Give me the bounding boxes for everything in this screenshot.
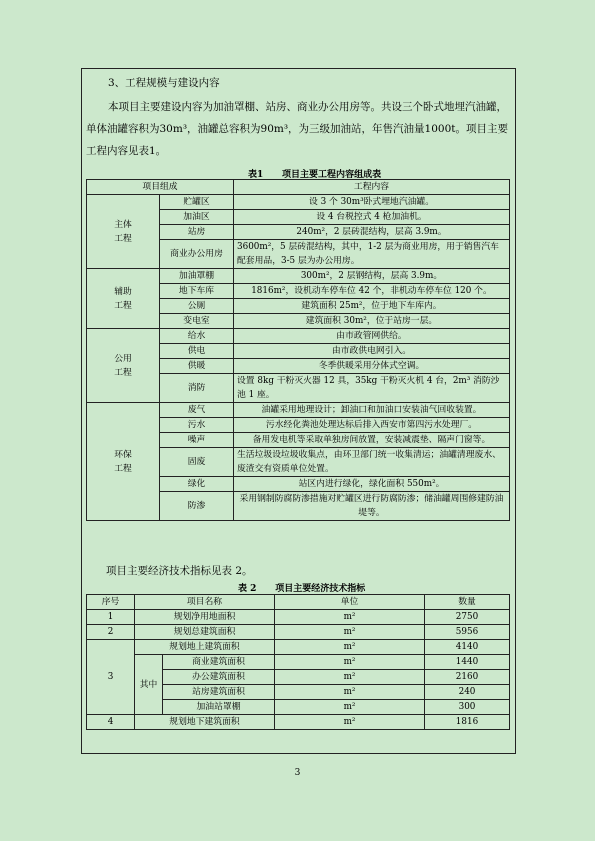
table2-unit: m²	[275, 715, 425, 730]
table1-group-label: 环保 工程	[87, 403, 160, 521]
table2-no: 1	[87, 610, 135, 625]
table2-qty: 1440	[425, 655, 510, 670]
table1-item: 给水	[160, 329, 234, 344]
table2-row	[87, 610, 510, 625]
table1-group-label: 主体 工程	[87, 195, 160, 269]
table1-item: 商业办公用房	[160, 240, 234, 269]
table1-content: 建筑面积 30m²，位于站房一层。	[234, 314, 510, 329]
table1-row	[87, 329, 510, 344]
table1-content: 污水经化粪池处理达标后排入西安市第四污水处理厂。	[234, 418, 510, 433]
table1	[86, 179, 510, 521]
table2-unit: m²	[275, 640, 425, 655]
table2-name: 商业建筑面积	[163, 655, 275, 670]
page-number: 3	[294, 768, 301, 778]
table1-content: 由市政管网供给。	[234, 329, 510, 344]
table1-row	[87, 195, 510, 210]
table1-item: 公厕	[160, 299, 234, 314]
table1-row	[87, 269, 510, 284]
table1-item: 地下车库	[160, 284, 234, 299]
table1-item: 消防	[160, 374, 234, 403]
table2-header-name: 项目名称	[135, 595, 275, 610]
table1-content: 300m²，2 层钢结构，层高 3.9m。	[234, 269, 510, 284]
table2-row	[87, 640, 510, 655]
table1-item: 加油罩棚	[160, 269, 234, 284]
table1-group-label: 辅助 工程	[87, 269, 160, 329]
table2-header-unit: 单位	[275, 595, 425, 610]
table2-name: 规划总建筑面积	[135, 625, 275, 640]
table2-unit: m²	[275, 670, 425, 685]
table2-header-qty: 数量	[425, 595, 510, 610]
table1-content: 冬季供暖采用分体式空调。	[234, 359, 510, 374]
table2-qty: 1816	[425, 715, 510, 730]
table1-caption: 表1 项目主要工程内容组成表	[248, 170, 382, 180]
table1-content: 采用钢制防腐防渗措施对贮罐区进行防腐防渗；储油罐周围修建防油堤等。	[234, 492, 510, 521]
table1-group-label: 公用 工程	[87, 329, 160, 403]
table2-qty: 2750	[425, 610, 510, 625]
table2-row	[87, 625, 510, 640]
table2-qty: 300	[425, 700, 510, 715]
table1-item: 污水	[160, 418, 234, 433]
table2-row	[87, 715, 510, 730]
table2-name: 站房建筑面积	[163, 685, 275, 700]
table2-name: 规划净用地面积	[135, 610, 275, 625]
table1-content: 240m²，2 层砖混结构，层高 3.9m。	[234, 225, 510, 240]
table1-row	[87, 403, 510, 418]
table2-unit: m²	[275, 625, 425, 640]
table1-item: 贮罐区	[160, 195, 234, 210]
table1-header-content: 工程内容	[234, 180, 510, 195]
table2-qty: 2160	[425, 670, 510, 685]
table1-content: 由市政供电网引入。	[234, 344, 510, 359]
table2-unit: m²	[275, 655, 425, 670]
table2-name: 办公建筑面积	[163, 670, 275, 685]
table2-row	[87, 655, 510, 670]
table2-no: 2	[87, 625, 135, 640]
table1-content: 建筑面积 25m²，位于地下车库内。	[234, 299, 510, 314]
table2-no: 3	[87, 640, 135, 715]
table1-header-component: 项目组成	[87, 180, 234, 195]
table1-item: 站房	[160, 225, 234, 240]
table1-item: 变电室	[160, 314, 234, 329]
table1-content: 备用发电机等采取单独房间放置，安装减震垫、隔声门窗等。	[234, 433, 510, 448]
section-heading: 3、工程规模与建设内容	[108, 77, 220, 89]
table2-sub-label: 其中	[135, 655, 163, 715]
table1-content: 站区内进行绿化，绿化面积 550m²。	[234, 477, 510, 492]
table2-qty: 240	[425, 685, 510, 700]
table1-item: 废气	[160, 403, 234, 418]
table1-content: 生活垃圾设垃圾收集点，由环卫部门统一收集清运；油罐清理废水、废渣交有资质单位处置。	[234, 448, 510, 477]
intro-paragraph: 本项目主要建设内容为加油罩棚、站房、商业办公用房等。共设三个卧式地埋汽油罐，单体油罐容积为30m³，油罐总容积为90m³，为三级加油站，年售汽油量1000t。项目主要工程内容见表1。	[86, 101, 508, 157]
table1-item: 绿化	[160, 477, 234, 492]
table2-name: 加油站罩棚	[163, 700, 275, 715]
table1-item: 防渗	[160, 492, 234, 521]
table2-unit: m²	[275, 610, 425, 625]
table2	[86, 594, 510, 730]
table2-intro: 项目主要经济技术指标见表 2。	[106, 565, 253, 577]
table1-item: 供暖	[160, 359, 234, 374]
table2-unit: m²	[275, 685, 425, 700]
table2-no: 4	[87, 715, 135, 730]
table1-content: 1816m²，设机动车停车位 42 个，非机动车停车位 120 个。	[234, 284, 510, 299]
table2-unit: m²	[275, 700, 425, 715]
table1-content: 设 4 台税控式 4 枪加油机。	[234, 210, 510, 225]
table1-content: 油罐采用地理设计；卸油口和加油口安装油气回收装置。	[234, 403, 510, 418]
table1-item: 供电	[160, 344, 234, 359]
table2-name: 规划地下建筑面积	[135, 715, 275, 730]
table1-item: 噪声	[160, 433, 234, 448]
table2-header-no: 序号	[87, 595, 135, 610]
table1-content: 设置 8kg 干粉灭火器 12 具，35kg 干粉灭火机 4 台，2m³ 消防沙池 1 座。	[234, 374, 510, 403]
table1-item: 加油区	[160, 210, 234, 225]
table2-name: 规划地上建筑面积	[135, 640, 275, 655]
table2-caption: 表 2 项目主要经济技术指标	[238, 584, 366, 594]
table2-qty: 4140	[425, 640, 510, 655]
table1-item: 固废	[160, 448, 234, 477]
table1-content: 3600m²，5 层砖混结构，其中，1-2 层为商业用房，用于销售汽车配套用品，3-5 层为办公用房。	[234, 240, 510, 269]
table2-qty: 5956	[425, 625, 510, 640]
table1-content: 设 3 个 30m³卧式埋地汽油罐。	[234, 195, 510, 210]
